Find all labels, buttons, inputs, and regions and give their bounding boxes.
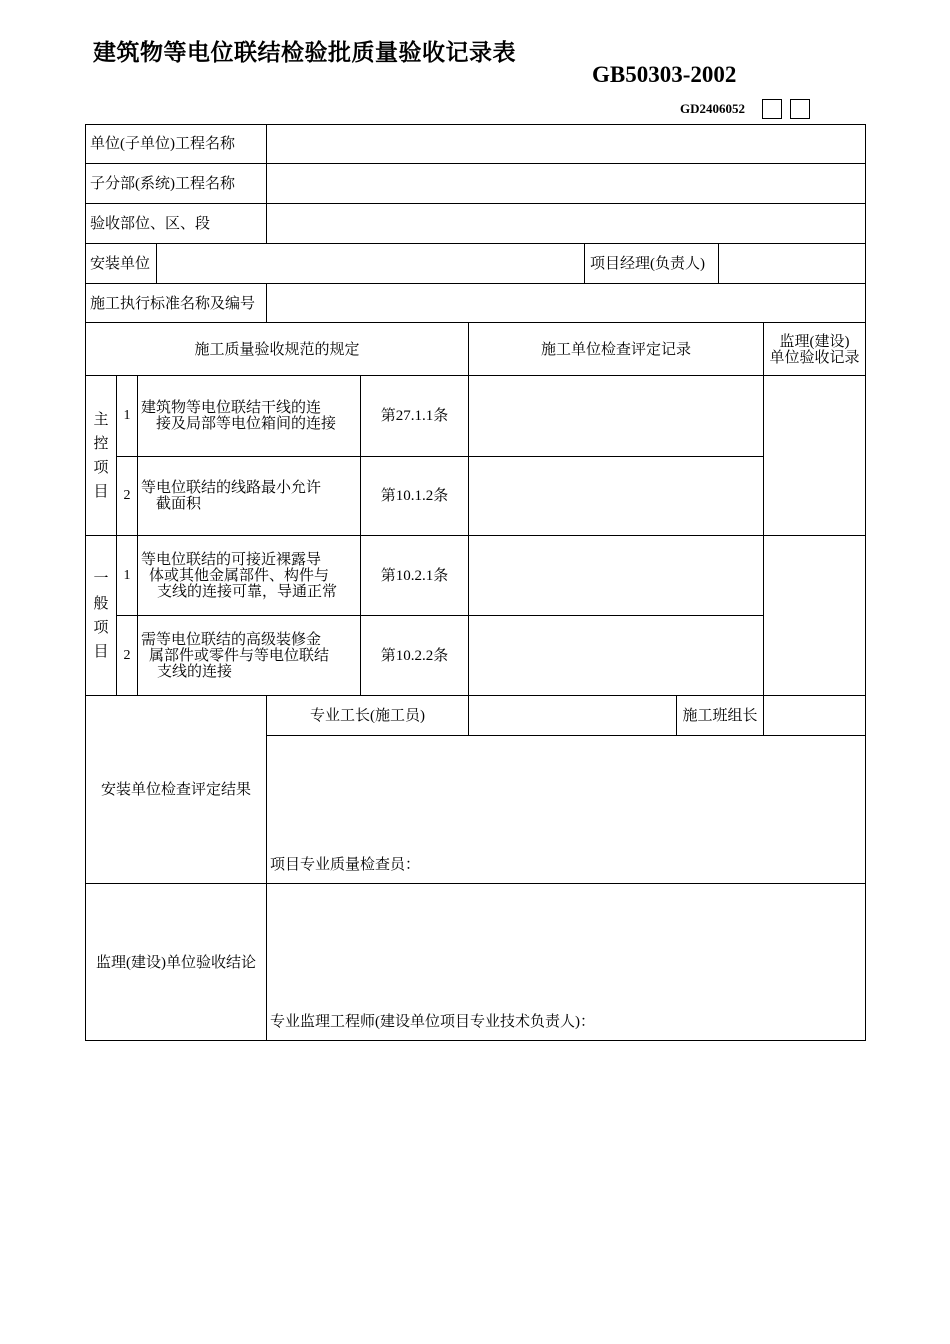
page-title: 建筑物等电位联结检验批质量验收记录表 — [93, 40, 516, 66]
unit-project-label: 单位(子单位)工程名称 — [90, 136, 235, 152]
item-description-line: 建筑物等电位联结干线的连 — [141, 400, 322, 416]
item-number: 2 — [123, 488, 131, 503]
manager-label: 项目经理(负责人) — [590, 256, 705, 272]
installer-label: 安装单位 — [90, 256, 151, 272]
code-checkbox-1[interactable] — [762, 99, 782, 119]
item-number: 1 — [123, 568, 131, 583]
item-description-line: 支线的连接 — [157, 664, 233, 680]
item-description-line: 需等电位联结的高级装修金 — [141, 632, 322, 648]
item-description-line: 属部件或零件与等电位联结 — [149, 648, 330, 664]
item-clause: 第10.2.1条 — [380, 568, 449, 584]
item-number: 2 — [123, 648, 131, 663]
standard-label: 施工执行标准名称及编号 — [90, 296, 256, 312]
form-code: GD2406052 — [680, 101, 745, 116]
supervision-conclusion-label: 监理(建设)单位验收结论 — [96, 955, 256, 971]
item-description-line: 体或其他金属部件、构件与 — [149, 568, 330, 584]
item-description-line: 截面积 — [156, 496, 202, 512]
item-description-line: 等电位联结的线路最小允许 — [141, 480, 322, 496]
column-header-supervision-line2: 单位验收记录 — [769, 350, 860, 366]
item-clause: 第10.1.2条 — [380, 488, 449, 504]
column-header-spec: 施工质量验收规范的规定 — [194, 342, 360, 358]
code-checkbox-2[interactable] — [790, 99, 810, 119]
column-header-supervision-line1: 监理(建设) — [779, 334, 850, 350]
item-clause: 第27.1.1条 — [380, 408, 449, 424]
item-description-line: 等电位联结的可接近裸露导 — [141, 552, 322, 568]
standard-number: GB50303-2002 — [592, 62, 737, 87]
subdivision-label: 子分部(系统)工程名称 — [90, 176, 235, 192]
item-description-line: 支线的连接可靠，导通正常 — [157, 584, 338, 600]
supervision-engineer-label: 专业监理工程师(建设单位项目专业技术负责人)： — [270, 1014, 595, 1030]
foreman-label: 专业工长(施工员) — [310, 708, 425, 724]
team-leader-label: 施工班组长 — [682, 708, 758, 724]
install-result-label: 安装单位检查评定结果 — [100, 782, 251, 798]
acceptance-part-label: 验收部位、区、段 — [90, 216, 211, 232]
quality-inspector-label: 项目专业质量检查员： — [270, 857, 421, 873]
column-header-construction-record: 施工单位检查评定记录 — [540, 342, 691, 358]
item-number: 1 — [123, 408, 131, 423]
item-clause: 第10.2.2条 — [380, 648, 449, 664]
item-description-line: 接及局部等电位箱间的连接 — [156, 416, 337, 432]
